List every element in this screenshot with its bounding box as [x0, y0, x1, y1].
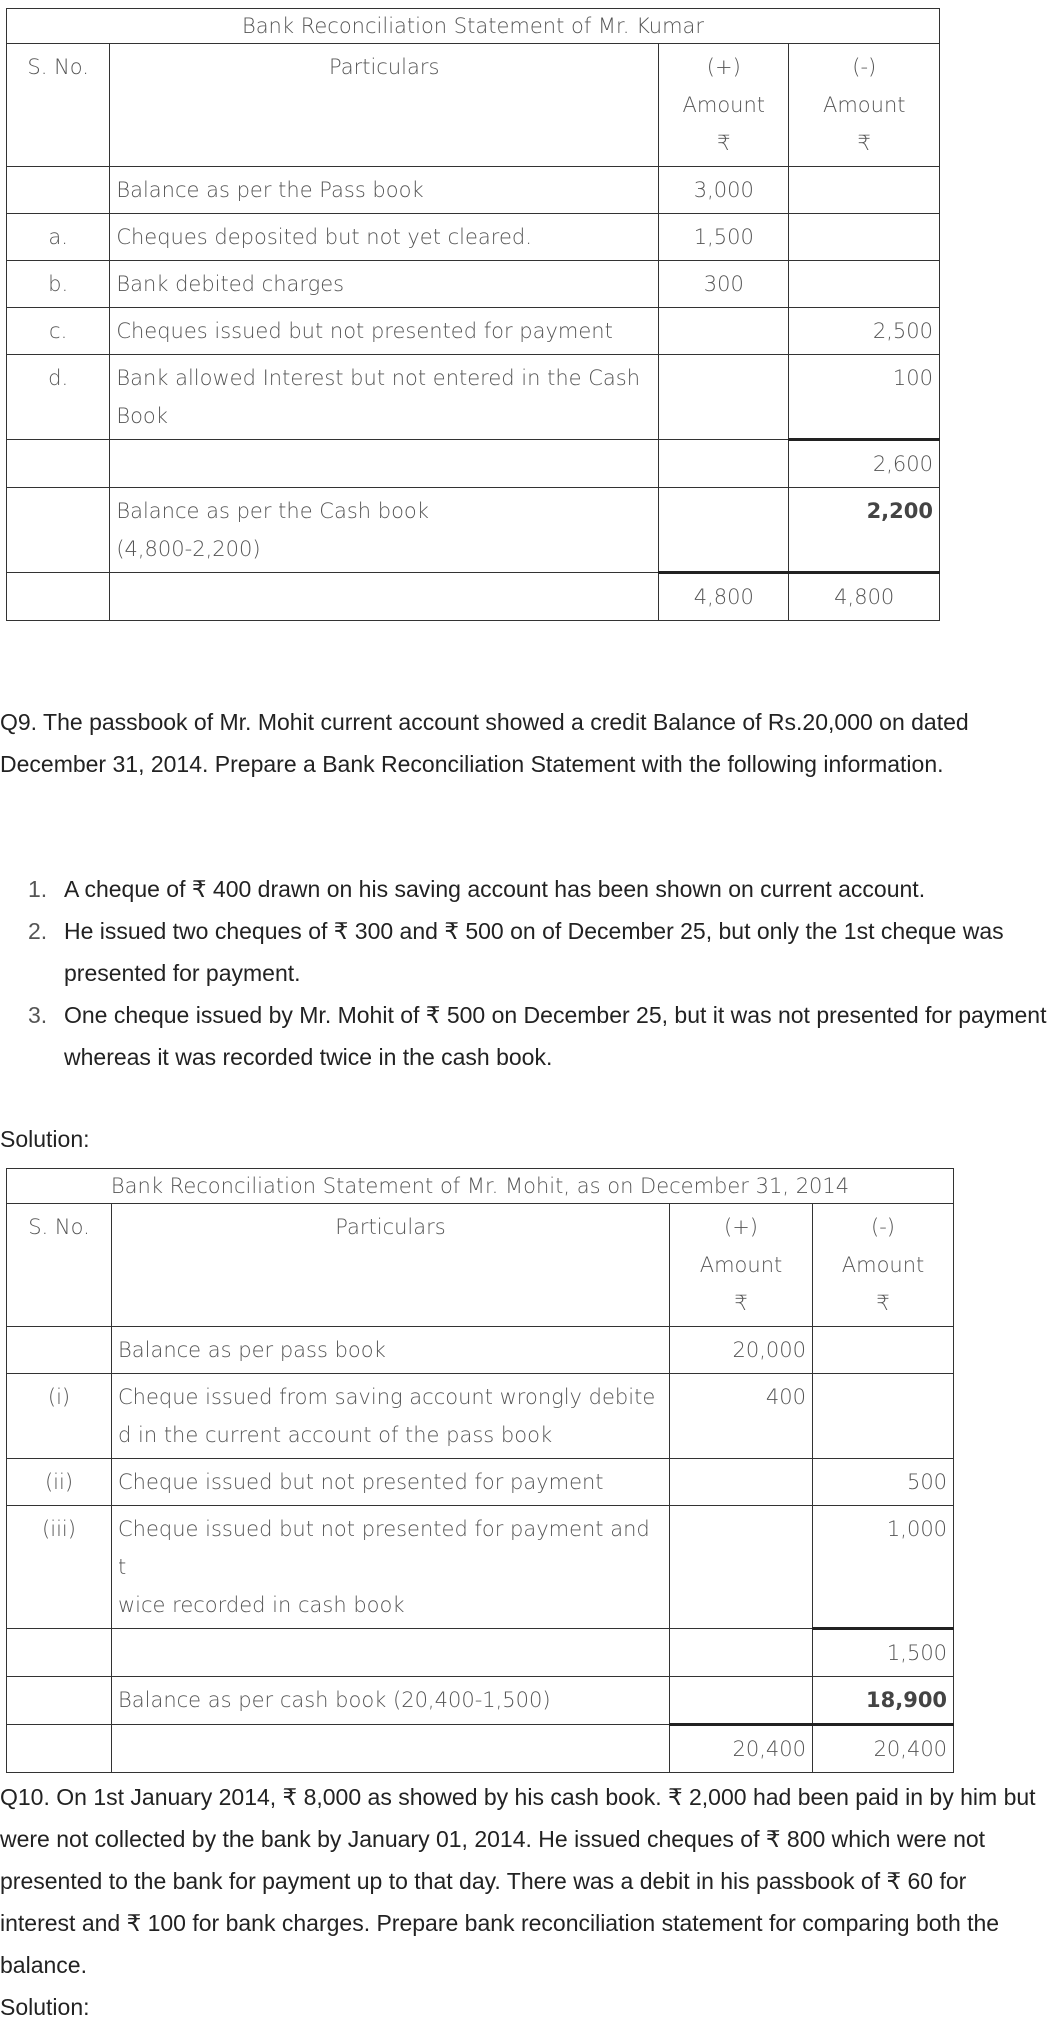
row-minus-total: 20,400	[813, 1725, 954, 1773]
list-text: He issued two cheques of ₹ 300 and ₹ 500 on of December 25, but only the 1st cheque was presented for payment.	[64, 918, 1004, 986]
table-row	[7, 355, 940, 440]
table-row	[7, 214, 940, 261]
header-particulars: Particulars	[110, 44, 659, 167]
row-minus	[813, 1327, 954, 1374]
list-text: One cheque issued by Mr. Mohit of ₹ 500 on December 25, but it was not presented for payment whereas it was recorded twice in the cash book.	[64, 1002, 1047, 1070]
q9-information-list	[0, 868, 1051, 1078]
row-minus	[789, 261, 940, 308]
row-minus-balance: 2,200	[789, 488, 940, 573]
list-item	[0, 994, 1051, 1078]
particulars-line: Cheque issued from saving account wrongly debite	[118, 1385, 656, 1409]
question-q9: Q9. The passbook of Mr. Mohit current account showed a credit Balance of Rs.20,000 on dated December 31, 2014. Prepare a Bank Reconciliation Statement with the following information.	[0, 709, 969, 777]
row-minus-subtotal: 2,600	[789, 440, 940, 488]
currency-symbol: ₹	[857, 131, 871, 155]
row-sno: a.	[7, 214, 110, 261]
row-particulars	[112, 1374, 670, 1459]
row-minus	[789, 167, 940, 214]
list-number: 1.	[28, 876, 48, 902]
plus-sign: (+)	[706, 55, 741, 79]
list-number: 2.	[28, 918, 48, 944]
row-plus	[670, 1506, 813, 1629]
particulars-line: d in the current account of the pass book	[118, 1423, 553, 1447]
row-particulars: Balance as per cash book (20,400-1,500)	[112, 1677, 670, 1725]
minus-sign: (-)	[871, 1215, 895, 1239]
minus-sign: (-)	[852, 55, 877, 79]
currency-symbol: ₹	[717, 131, 731, 155]
question-q10: Q10. On 1st January 2014, ₹ 8,000 as showed by his cash book. ₹ 2,000 had been paid in by him but were not collected by the bank by January 01, 2014. He issued cheques of ₹ 800 which were not presented to the bank for payment up to that day. There was a debit in his passbook of ₹ 60 for interest and ₹ 100 for bank charges. Prepare bank reconciliation statement for comparing both the balance.	[0, 1784, 1036, 1978]
solution-label: Solution:	[0, 1126, 90, 1152]
row-plus	[659, 355, 789, 440]
table-row	[7, 1677, 954, 1725]
row-plus	[659, 308, 789, 355]
table-row	[7, 1374, 954, 1459]
row-sno	[7, 1677, 112, 1725]
row-minus: 1,000	[813, 1506, 954, 1629]
amount-label: Amount	[841, 1253, 925, 1277]
row-minus: 2,500	[789, 308, 940, 355]
plus-sign: (+)	[724, 1215, 758, 1239]
row-particulars: Cheque issued but not presented for payment	[112, 1459, 670, 1506]
table-row	[7, 167, 940, 214]
bank-reconciliation-table-kumar	[6, 8, 940, 621]
table-row	[7, 261, 940, 308]
header-plus-amount	[670, 1204, 813, 1327]
row-particulars: Cheques issued but not presented for payment	[110, 308, 659, 355]
row-minus	[789, 214, 940, 261]
row-sno	[7, 1725, 112, 1773]
particulars-line: (4,800-2,200)	[116, 537, 261, 561]
row-particulars	[110, 440, 659, 488]
row-minus: 500	[813, 1459, 954, 1506]
row-sno: c.	[7, 308, 110, 355]
row-plus: 1,500	[659, 214, 789, 261]
row-particulars	[112, 1725, 670, 1773]
row-particulars: Cheques deposited but not yet cleared.	[110, 214, 659, 261]
row-particulars: Balance as per pass book	[112, 1327, 670, 1374]
row-plus: 400	[670, 1374, 813, 1459]
list-item	[0, 868, 1051, 910]
row-sno	[7, 440, 110, 488]
row-plus	[659, 488, 789, 573]
header-particulars: Particulars	[112, 1204, 670, 1327]
table-row	[7, 1629, 954, 1677]
header-minus-amount	[813, 1204, 954, 1327]
amount-label: Amount	[699, 1253, 783, 1277]
row-minus: 100	[789, 355, 940, 440]
row-sno	[7, 167, 110, 214]
currency-symbol: ₹	[876, 1291, 890, 1315]
particulars-line: Cheque issued but not presented for payment and t	[118, 1517, 650, 1579]
particulars-line: wice recorded in cash book	[118, 1593, 405, 1617]
table-row	[7, 440, 940, 488]
row-minus-balance: 18,900	[813, 1677, 954, 1725]
row-sno	[7, 1629, 112, 1677]
row-particulars	[110, 488, 659, 573]
table-row	[7, 1725, 954, 1773]
table-caption: Bank Reconciliation Statement of Mr. Mohit, as on December 31, 2014	[7, 1169, 954, 1204]
table-row	[7, 1459, 954, 1506]
table-row	[7, 1327, 954, 1374]
row-minus	[813, 1374, 954, 1459]
row-sno	[7, 488, 110, 573]
currency-symbol: ₹	[734, 1291, 748, 1315]
row-sno: (i)	[7, 1374, 112, 1459]
table-row	[7, 573, 940, 621]
row-sno	[7, 573, 110, 621]
table-header-row	[7, 44, 940, 167]
row-plus: 300	[659, 261, 789, 308]
row-plus	[670, 1459, 813, 1506]
row-plus: 3,000	[659, 167, 789, 214]
amount-label: Amount	[682, 93, 766, 117]
row-plus: 20,000	[670, 1327, 813, 1374]
row-plus	[670, 1629, 813, 1677]
row-plus-total: 4,800	[659, 573, 789, 621]
solution-label: Solution:	[0, 1994, 90, 2020]
table-row	[7, 1506, 954, 1629]
header-sno: S. No.	[7, 1204, 112, 1327]
particulars-line: Balance as per the Cash book	[116, 499, 429, 523]
row-minus-subtotal: 1,500	[813, 1629, 954, 1677]
row-particulars: Bank debited charges	[110, 261, 659, 308]
row-sno: (iii)	[7, 1506, 112, 1629]
header-minus-amount	[789, 44, 940, 167]
row-plus-total: 20,400	[670, 1725, 813, 1773]
row-plus	[670, 1677, 813, 1725]
row-sno: (ii)	[7, 1459, 112, 1506]
row-sno: d.	[7, 355, 110, 440]
header-plus-amount	[659, 44, 789, 167]
row-particulars: Bank allowed Interest but not entered in the Cash Book	[110, 355, 659, 440]
list-text: A cheque of ₹ 400 drawn on his saving account has been shown on current account.	[64, 876, 926, 902]
list-item	[0, 910, 1051, 994]
amount-label: Amount	[822, 93, 906, 117]
row-sno	[7, 1327, 112, 1374]
bank-reconciliation-table-mohit	[6, 1168, 954, 1773]
row-sno: b.	[7, 261, 110, 308]
row-plus	[659, 440, 789, 488]
header-sno: S. No.	[7, 44, 110, 167]
table-row	[7, 308, 940, 355]
table-row	[7, 488, 940, 573]
row-particulars: Balance as per the Pass book	[110, 167, 659, 214]
list-number: 3.	[28, 1002, 48, 1028]
row-particulars	[112, 1506, 670, 1629]
row-particulars	[112, 1629, 670, 1677]
row-particulars	[110, 573, 659, 621]
row-minus-total: 4,800	[789, 573, 940, 621]
table-header-row	[7, 1204, 954, 1327]
table-caption: Bank Reconciliation Statement of Mr. Kumar	[7, 9, 940, 44]
